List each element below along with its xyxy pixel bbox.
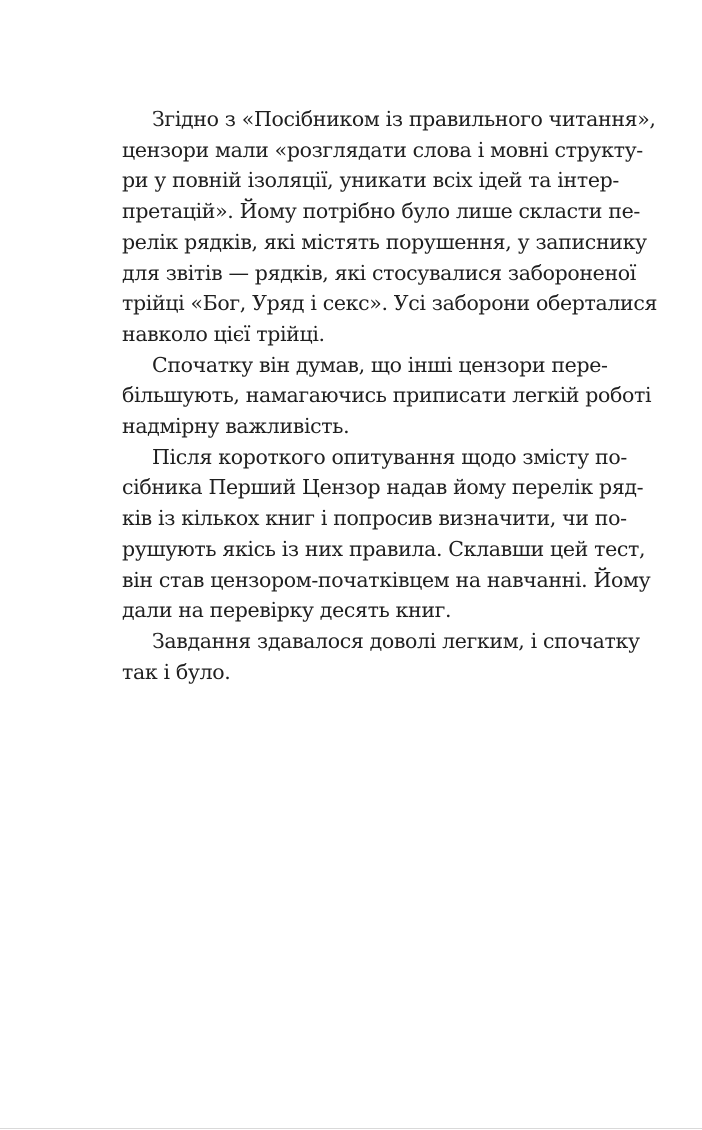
paragraph-2 (92, 350, 652, 442)
paragraph-3 (92, 442, 651, 626)
text-line: трійці «Бог, Уряд і секс». Усі заборони оберталися (122, 291, 658, 316)
text-line: Завдання здавалося доволі легким, і спочатку (152, 628, 640, 653)
text-line: Згідно з «Посібником із правильного читання», (152, 107, 656, 131)
text-line: навколо цієї трійці. (122, 321, 325, 346)
text-line: претацій». Йому потрібно було лише скласти пе- (122, 199, 640, 224)
paragraph-1 (92, 104, 658, 350)
text-line: дали на перевірку десять книг. (122, 598, 452, 623)
text-line: сібника Перший Цензор надав йому перелік ряд- (122, 475, 644, 500)
body-text (92, 104, 658, 687)
text-line: релік рядків, які містять порушення, у записнику (122, 229, 647, 254)
page-bottom-divider (0, 1128, 702, 1129)
text-line: для звітів — рядків, які стосувалися забороненої (122, 260, 636, 285)
text-line: більшують, намагаючись приписати легкій роботі (122, 383, 652, 408)
paragraph-4 (92, 626, 640, 687)
text-line: Після короткого опитування щодо змісту по- (152, 444, 627, 469)
text-line: він став цензором-початківцем на навчанні. Йому (122, 567, 651, 592)
text-line: Спочатку він думав, що інші цензори пере- (152, 352, 608, 377)
text-line: рушують якісь із них правила. Склавши цей тест, (122, 536, 646, 561)
text-line: ків із кількох книг і попросив визначити, чи по- (122, 506, 627, 531)
text-line: ри у повній ізоляції, уникати всіх ідей та інтер- (122, 168, 619, 193)
text-line: надмірну важливість. (122, 414, 350, 439)
text-line: так і було. (122, 659, 231, 684)
text-line: цензори мали «розглядати слова і мовні структу- (122, 137, 643, 162)
